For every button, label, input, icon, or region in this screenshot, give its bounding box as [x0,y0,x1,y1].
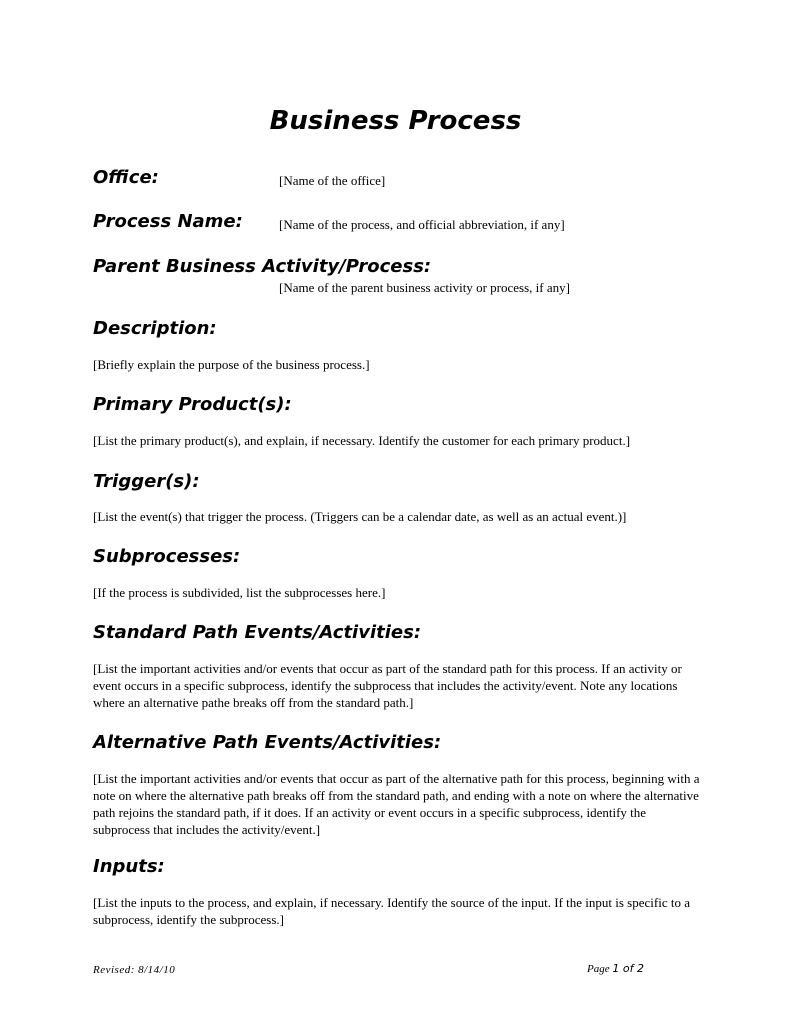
standard-path-text: [List the important activities and/or events that occur as part of the standard path for this process. If an activity or event occurs in a specific subprocess, identify the subprocess that includes the activity/event. Note any locations where an alternative pathe breaks off from the standard path.] [93,661,682,710]
process-name-label: Process Name: [93,211,243,232]
alternative-path-heading: Alternative Path Events/Activities: [93,732,442,753]
triggers-text: [List the event(s) that trigger the process. (Triggers can be a calendar date, as well as an actual event.)] [93,509,627,524]
description-heading: Description: [93,318,217,339]
triggers-heading: Trigger(s): [93,471,200,492]
office-label: Office: [93,167,159,188]
primary-products-heading: Primary Product(s): [93,394,292,415]
page-number: 1 of 2 [612,962,644,975]
parent-process-label: Parent Business Activity/Process: [93,256,432,277]
revised-date: Revised: 8/14/10 [93,964,176,976]
office-value: [Name of the office] [279,173,386,188]
parent-process-value: [Name of the parent business activity or process, if any] [279,280,570,295]
inputs-heading: Inputs: [93,856,165,877]
process-name-value: [Name of the process, and official abbreviation, if any] [279,217,565,232]
document-title: Business Process [269,106,522,136]
inputs-text: [List the inputs to the process, and explain, if necessary. Identify the source of the input. If the input is specific to a subprocess, identify the subprocess.] [93,895,690,927]
page-word: Page [587,963,610,975]
page-indicator [587,962,644,976]
primary-products-text: [List the primary product(s), and explain, if necessary. Identify the customer for each primary product.] [93,433,631,448]
subprocesses-text: [If the process is subdivided, list the subprocesses here.] [93,585,386,600]
alternative-path-text: [List the important activities and/or events that occur as part of the alternative path for this process, beginning with a note on where the alternative path breaks off from the standard path, and ending with a note on where the alternative path rejoins the standard path, if it does. If an activity or event occurs in a specific subprocess, identify the subprocess that includes the activity/event.] [93,771,700,837]
standard-path-heading: Standard Path Events/Activities: [93,622,422,643]
subprocesses-heading: Subprocesses: [93,546,241,567]
description-text: [Briefly explain the purpose of the business process.] [93,357,370,372]
